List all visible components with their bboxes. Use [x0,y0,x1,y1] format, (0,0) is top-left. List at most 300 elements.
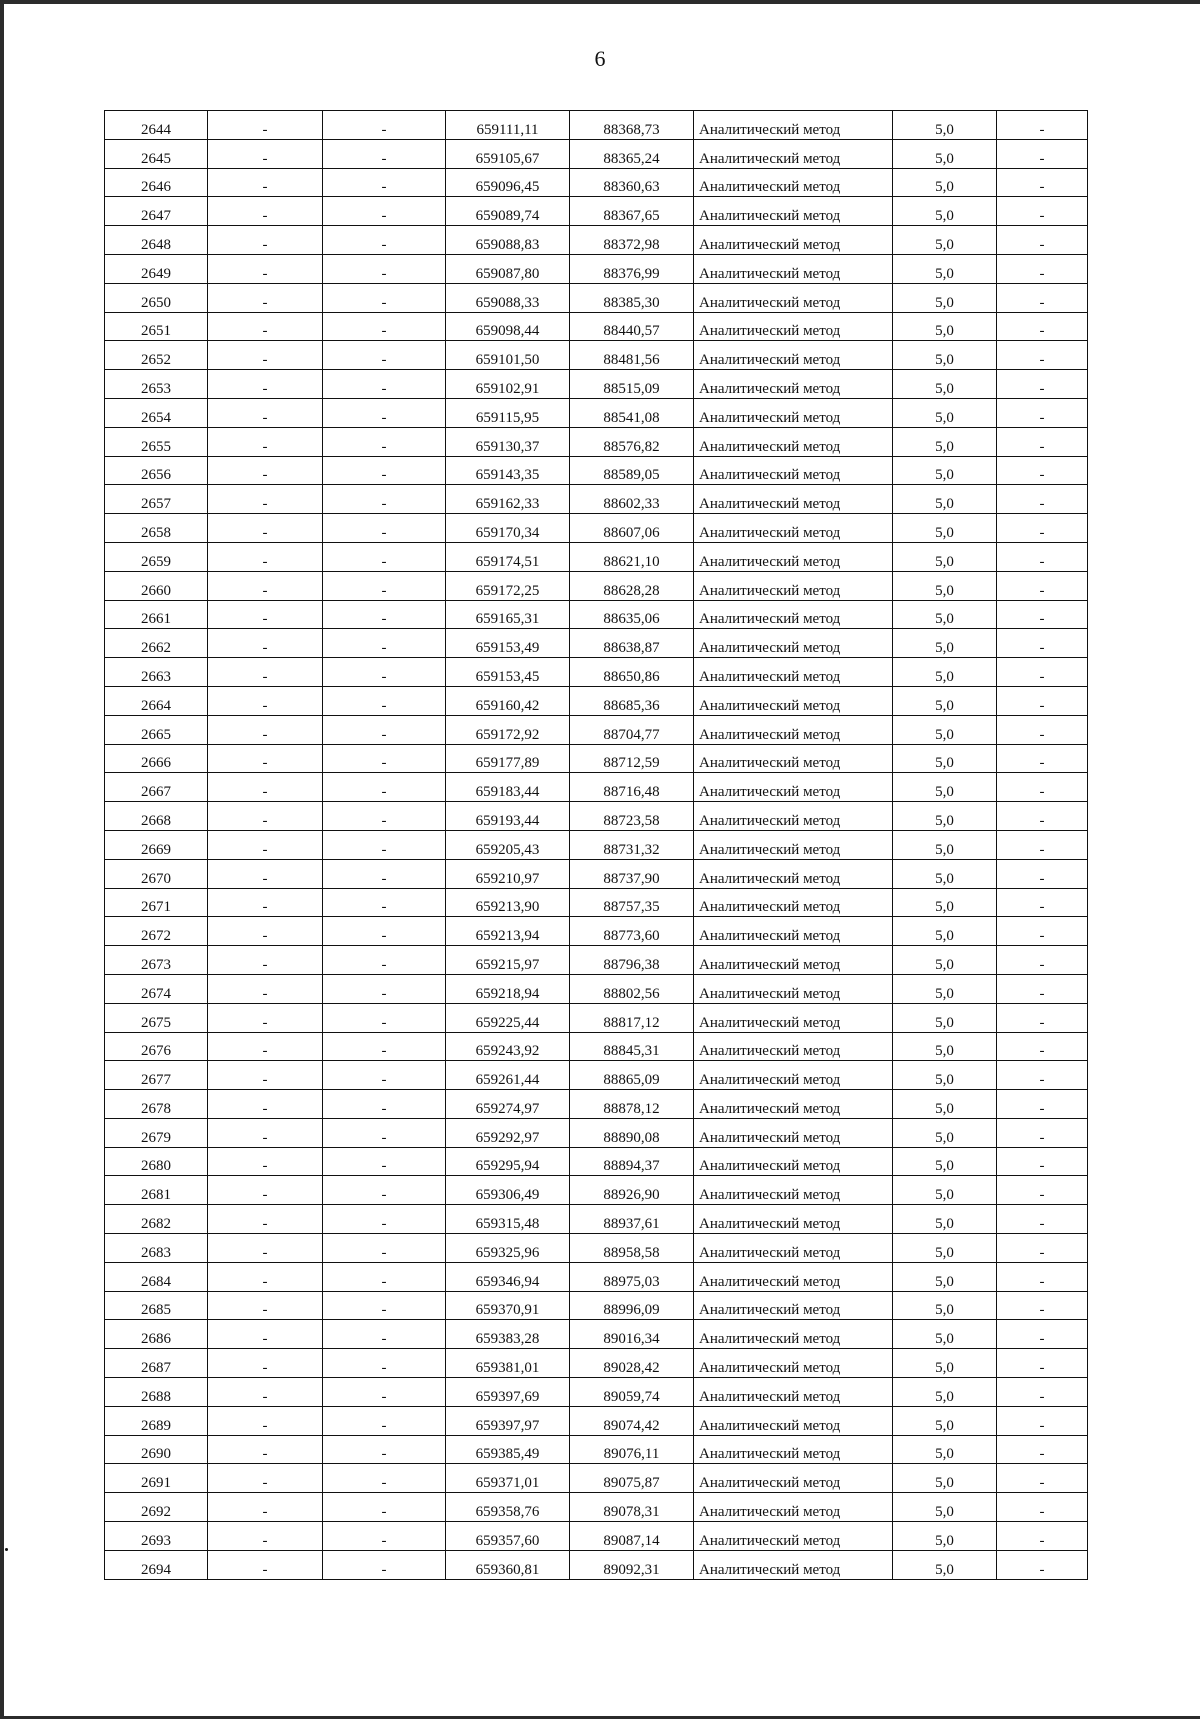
x-coordinate-cell: 659153,45 [446,658,570,687]
dash-cell-b: - [323,1550,446,1579]
y-coordinate-cell: 89092,31 [570,1550,694,1579]
y-coordinate-cell: 88878,12 [570,1090,694,1119]
method-cell: Аналитический метод [694,197,893,226]
dash-cell-b: - [323,1032,446,1061]
scan-edge-top [0,0,1200,4]
table-row [105,571,1088,600]
method-cell: Аналитический метод [694,600,893,629]
method-cell: Аналитический метод [694,773,893,802]
x-coordinate-cell: 659213,90 [446,888,570,917]
y-coordinate-cell: 88650,86 [570,658,694,687]
accuracy-cell: 5,0 [893,197,997,226]
x-coordinate-cell: 659098,44 [446,312,570,341]
y-coordinate-cell: 88365,24 [570,139,694,168]
point-number-cell: 2646 [105,168,208,197]
table-row [105,542,1088,571]
dash-cell-b: - [323,1522,446,1551]
dash-cell-a: - [208,888,323,917]
y-coordinate-cell: 88621,10 [570,542,694,571]
scan-edge-left [0,0,4,1719]
dash-cell-b: - [323,1291,446,1320]
method-cell: Аналитический метод [694,427,893,456]
y-coordinate-cell: 88704,77 [570,715,694,744]
dash-cell-a: - [208,1003,323,1032]
table-row [105,1349,1088,1378]
method-cell: Аналитический метод [694,1090,893,1119]
method-cell: Аналитический метод [694,456,893,485]
description-cell: - [997,1118,1088,1147]
point-number-cell: 2676 [105,1032,208,1061]
table-row [105,859,1088,888]
x-coordinate-cell: 659381,01 [446,1349,570,1378]
dash-cell-b: - [323,1176,446,1205]
point-number-cell: 2689 [105,1406,208,1435]
dash-cell-b: - [323,1349,446,1378]
dash-cell-a: - [208,830,323,859]
x-coordinate-cell: 659315,48 [446,1205,570,1234]
point-number-cell: 2684 [105,1262,208,1291]
point-number-cell: 2659 [105,542,208,571]
y-coordinate-cell: 88481,56 [570,341,694,370]
point-number-cell: 2670 [105,859,208,888]
dash-cell-b: - [323,1464,446,1493]
dash-cell-a: - [208,1032,323,1061]
accuracy-cell: 5,0 [893,1550,997,1579]
method-cell: Аналитический метод [694,226,893,255]
table-row [105,1493,1088,1522]
point-number-cell: 2671 [105,888,208,917]
dash-cell-b: - [323,370,446,399]
table-row [105,456,1088,485]
table-row [105,600,1088,629]
x-coordinate-cell: 659111,11 [446,111,570,140]
x-coordinate-cell: 659115,95 [446,398,570,427]
description-cell: - [997,1147,1088,1176]
dash-cell-a: - [208,370,323,399]
dash-cell-b: - [323,715,446,744]
table-row [105,1061,1088,1090]
description-cell: - [997,1406,1088,1435]
table-row [105,111,1088,140]
table-row [105,514,1088,543]
y-coordinate-cell: 88385,30 [570,283,694,312]
description-cell: - [997,686,1088,715]
accuracy-cell: 5,0 [893,427,997,456]
table-row [105,802,1088,831]
method-cell: Аналитический метод [694,542,893,571]
y-coordinate-cell: 88894,37 [570,1147,694,1176]
accuracy-cell: 5,0 [893,600,997,629]
description-cell: - [997,1003,1088,1032]
description-cell: - [997,1205,1088,1234]
table-row [105,226,1088,255]
description-cell: - [997,283,1088,312]
dash-cell-a: - [208,1234,323,1263]
table-row [105,283,1088,312]
y-coordinate-cell: 89059,74 [570,1378,694,1407]
y-coordinate-cell: 88845,31 [570,1032,694,1061]
dash-cell-a: - [208,686,323,715]
x-coordinate-cell: 659261,44 [446,1061,570,1090]
dash-cell-a: - [208,1349,323,1378]
table-row [105,1118,1088,1147]
description-cell: - [997,197,1088,226]
point-number-cell: 2652 [105,341,208,370]
description-cell: - [997,1291,1088,1320]
dash-cell-b: - [323,485,446,514]
accuracy-cell: 5,0 [893,1522,997,1551]
x-coordinate-cell: 659101,50 [446,341,570,370]
method-cell: Аналитический метод [694,1234,893,1263]
dash-cell-b: - [323,802,446,831]
dash-cell-a: - [208,398,323,427]
point-number-cell: 2645 [105,139,208,168]
point-number-cell: 2657 [105,485,208,514]
table-row [105,773,1088,802]
dash-cell-b: - [323,744,446,773]
dash-cell-b: - [323,111,446,140]
accuracy-cell: 5,0 [893,370,997,399]
dash-cell-a: - [208,1493,323,1522]
accuracy-cell: 5,0 [893,1176,997,1205]
y-coordinate-cell: 89028,42 [570,1349,694,1378]
method-cell: Аналитический метод [694,1320,893,1349]
description-cell: - [997,946,1088,975]
y-coordinate-cell: 89016,34 [570,1320,694,1349]
table-row [105,1320,1088,1349]
method-cell: Аналитический метод [694,744,893,773]
description-cell: - [997,485,1088,514]
description-cell: - [997,917,1088,946]
description-cell: - [997,370,1088,399]
description-cell: - [997,341,1088,370]
method-cell: Аналитический метод [694,1061,893,1090]
method-cell: Аналитический метод [694,974,893,1003]
method-cell: Аналитический метод [694,312,893,341]
x-coordinate-cell: 659397,69 [446,1378,570,1407]
point-number-cell: 2666 [105,744,208,773]
dash-cell-b: - [323,139,446,168]
table-row [105,1406,1088,1435]
description-cell: - [997,629,1088,658]
page-number: 6 [594,46,606,71]
description-cell: - [997,1090,1088,1119]
method-cell: Аналитический метод [694,139,893,168]
dash-cell-a: - [208,917,323,946]
description-cell: - [997,1435,1088,1464]
accuracy-cell: 5,0 [893,1349,997,1378]
x-coordinate-cell: 659295,94 [446,1147,570,1176]
x-coordinate-cell: 659172,92 [446,715,570,744]
point-number-cell: 2674 [105,974,208,1003]
method-cell: Аналитический метод [694,1291,893,1320]
table-row [105,830,1088,859]
dash-cell-b: - [323,168,446,197]
x-coordinate-cell: 659383,28 [446,1320,570,1349]
accuracy-cell: 5,0 [893,1090,997,1119]
dash-cell-b: - [323,1234,446,1263]
dash-cell-b: - [323,658,446,687]
dash-cell-a: - [208,629,323,658]
x-coordinate-cell: 659370,91 [446,1291,570,1320]
description-cell: - [997,974,1088,1003]
table-row [105,1032,1088,1061]
description-cell: - [997,139,1088,168]
point-number-cell: 2658 [105,514,208,543]
description-cell: - [997,111,1088,140]
dash-cell-b: - [323,456,446,485]
accuracy-cell: 5,0 [893,398,997,427]
dash-cell-a: - [208,744,323,773]
x-coordinate-cell: 659087,80 [446,254,570,283]
point-number-cell: 2687 [105,1349,208,1378]
x-coordinate-cell: 659105,67 [446,139,570,168]
method-cell: Аналитический метод [694,1378,893,1407]
dash-cell-b: - [323,1147,446,1176]
dash-cell-a: - [208,571,323,600]
description-cell: - [997,1464,1088,1493]
table-row [105,1550,1088,1579]
method-cell: Аналитический метод [694,1003,893,1032]
method-cell: Аналитический метод [694,946,893,975]
accuracy-cell: 5,0 [893,802,997,831]
y-coordinate-cell: 88541,08 [570,398,694,427]
dash-cell-a: - [208,1320,323,1349]
description-cell: - [997,888,1088,917]
dash-cell-a: - [208,312,323,341]
method-cell: Аналитический метод [694,514,893,543]
method-cell: Аналитический метод [694,254,893,283]
dash-cell-a: - [208,456,323,485]
point-number-cell: 2685 [105,1291,208,1320]
accuracy-cell: 5,0 [893,629,997,658]
dash-cell-a: - [208,1147,323,1176]
dash-cell-a: - [208,1550,323,1579]
method-cell: Аналитический метод [694,168,893,197]
dash-cell-b: - [323,1320,446,1349]
y-coordinate-cell: 88737,90 [570,859,694,888]
dash-cell-a: - [208,802,323,831]
y-coordinate-cell: 88607,06 [570,514,694,543]
method-cell: Аналитический метод [694,888,893,917]
y-coordinate-cell: 88372,98 [570,226,694,255]
method-cell: Аналитический метод [694,1032,893,1061]
method-cell: Аналитический метод [694,341,893,370]
table-row [105,917,1088,946]
accuracy-cell: 5,0 [893,974,997,1003]
dash-cell-b: - [323,283,446,312]
description-cell: - [997,830,1088,859]
method-cell: Аналитический метод [694,1205,893,1234]
dash-cell-a: - [208,1118,323,1147]
point-number-cell: 2649 [105,254,208,283]
description-cell: - [997,1234,1088,1263]
y-coordinate-cell: 89078,31 [570,1493,694,1522]
description-cell: - [997,168,1088,197]
point-number-cell: 2667 [105,773,208,802]
description-cell: - [997,1522,1088,1551]
dash-cell-a: - [208,974,323,1003]
dash-cell-a: - [208,514,323,543]
description-cell: - [997,1320,1088,1349]
dash-cell-b: - [323,312,446,341]
method-cell: Аналитический метод [694,1550,893,1579]
accuracy-cell: 5,0 [893,917,997,946]
point-number-cell: 2690 [105,1435,208,1464]
dash-cell-a: - [208,1435,323,1464]
x-coordinate-cell: 659088,33 [446,283,570,312]
description-cell: - [997,456,1088,485]
dash-cell-a: - [208,773,323,802]
accuracy-cell: 5,0 [893,542,997,571]
dash-cell-b: - [323,254,446,283]
point-number-cell: 2678 [105,1090,208,1119]
method-cell: Аналитический метод [694,629,893,658]
accuracy-cell: 5,0 [893,1291,997,1320]
accuracy-cell: 5,0 [893,1234,997,1263]
y-coordinate-cell: 88817,12 [570,1003,694,1032]
x-coordinate-cell: 659385,49 [446,1435,570,1464]
dash-cell-b: - [323,1406,446,1435]
description-cell: - [997,398,1088,427]
point-number-cell: 2660 [105,571,208,600]
y-coordinate-cell: 88731,32 [570,830,694,859]
method-cell: Аналитический метод [694,686,893,715]
y-coordinate-cell: 88937,61 [570,1205,694,1234]
method-cell: Аналитический метод [694,1522,893,1551]
x-coordinate-cell: 659225,44 [446,1003,570,1032]
table-row [105,1147,1088,1176]
x-coordinate-cell: 659357,60 [446,1522,570,1551]
dash-cell-b: - [323,888,446,917]
point-number-cell: 2681 [105,1176,208,1205]
dash-cell-b: - [323,197,446,226]
x-coordinate-cell: 659274,97 [446,1090,570,1119]
accuracy-cell: 5,0 [893,1406,997,1435]
description-cell: - [997,1550,1088,1579]
x-coordinate-cell: 659088,83 [446,226,570,255]
x-coordinate-cell: 659193,44 [446,802,570,831]
table-row [105,888,1088,917]
dash-cell-b: - [323,773,446,802]
dash-cell-a: - [208,1061,323,1090]
method-cell: Аналитический метод [694,1435,893,1464]
method-cell: Аналитический метод [694,1262,893,1291]
description-cell: - [997,859,1088,888]
dash-cell-a: - [208,254,323,283]
dash-cell-a: - [208,1291,323,1320]
y-coordinate-cell: 88723,58 [570,802,694,831]
x-coordinate-cell: 659174,51 [446,542,570,571]
accuracy-cell: 5,0 [893,1378,997,1407]
accuracy-cell: 5,0 [893,1003,997,1032]
point-number-cell: 2691 [105,1464,208,1493]
dash-cell-a: - [208,111,323,140]
x-coordinate-cell: 659306,49 [446,1176,570,1205]
x-coordinate-cell: 659360,81 [446,1550,570,1579]
accuracy-cell: 5,0 [893,1147,997,1176]
y-coordinate-cell: 88926,90 [570,1176,694,1205]
method-cell: Аналитический метод [694,1147,893,1176]
description-cell: - [997,600,1088,629]
y-coordinate-cell: 88685,36 [570,686,694,715]
y-coordinate-cell: 88360,63 [570,168,694,197]
dash-cell-a: - [208,139,323,168]
accuracy-cell: 5,0 [893,283,997,312]
dash-cell-b: - [323,341,446,370]
dash-cell-a: - [208,226,323,255]
point-number-cell: 2655 [105,427,208,456]
y-coordinate-cell: 88996,09 [570,1291,694,1320]
dash-cell-a: - [208,1522,323,1551]
y-coordinate-cell: 89075,87 [570,1464,694,1493]
accuracy-cell: 5,0 [893,1464,997,1493]
point-number-cell: 2661 [105,600,208,629]
description-cell: - [997,427,1088,456]
method-cell: Аналитический метод [694,283,893,312]
point-number-cell: 2665 [105,715,208,744]
description-cell: - [997,1378,1088,1407]
dash-cell-a: - [208,658,323,687]
dash-cell-a: - [208,485,323,514]
x-coordinate-cell: 659397,97 [446,1406,570,1435]
accuracy-cell: 5,0 [893,571,997,600]
method-cell: Аналитический метод [694,398,893,427]
x-coordinate-cell: 659346,94 [446,1262,570,1291]
method-cell: Аналитический метод [694,830,893,859]
y-coordinate-cell: 88975,03 [570,1262,694,1291]
dash-cell-b: - [323,859,446,888]
method-cell: Аналитический метод [694,370,893,399]
dash-cell-b: - [323,686,446,715]
y-coordinate-cell: 88628,28 [570,571,694,600]
table-row [105,168,1088,197]
method-cell: Аналитический метод [694,1118,893,1147]
accuracy-cell: 5,0 [893,658,997,687]
method-cell: Аналитический метод [694,571,893,600]
table-row [105,197,1088,226]
dash-cell-a: - [208,427,323,456]
point-number-cell: 2688 [105,1378,208,1407]
description-cell: - [997,1032,1088,1061]
table-row [105,974,1088,1003]
x-coordinate-cell: 659210,97 [446,859,570,888]
accuracy-cell: 5,0 [893,1032,997,1061]
table-row [105,254,1088,283]
point-number-cell: 2650 [105,283,208,312]
x-coordinate-cell: 659213,94 [446,917,570,946]
point-number-cell: 2668 [105,802,208,831]
dash-cell-b: - [323,1493,446,1522]
y-coordinate-cell: 88865,09 [570,1061,694,1090]
accuracy-cell: 5,0 [893,686,997,715]
x-coordinate-cell: 659143,35 [446,456,570,485]
point-number-cell: 2694 [105,1550,208,1579]
x-coordinate-cell: 659089,74 [446,197,570,226]
table-row [105,370,1088,399]
point-number-cell: 2675 [105,1003,208,1032]
method-cell: Аналитический метод [694,485,893,514]
dash-cell-b: - [323,1090,446,1119]
accuracy-cell: 5,0 [893,1493,997,1522]
description-cell: - [997,571,1088,600]
table-row [105,1522,1088,1551]
x-coordinate-cell: 659162,33 [446,485,570,514]
accuracy-cell: 5,0 [893,1435,997,1464]
point-number-cell: 2662 [105,629,208,658]
x-coordinate-cell: 659160,42 [446,686,570,715]
y-coordinate-cell: 88712,59 [570,744,694,773]
